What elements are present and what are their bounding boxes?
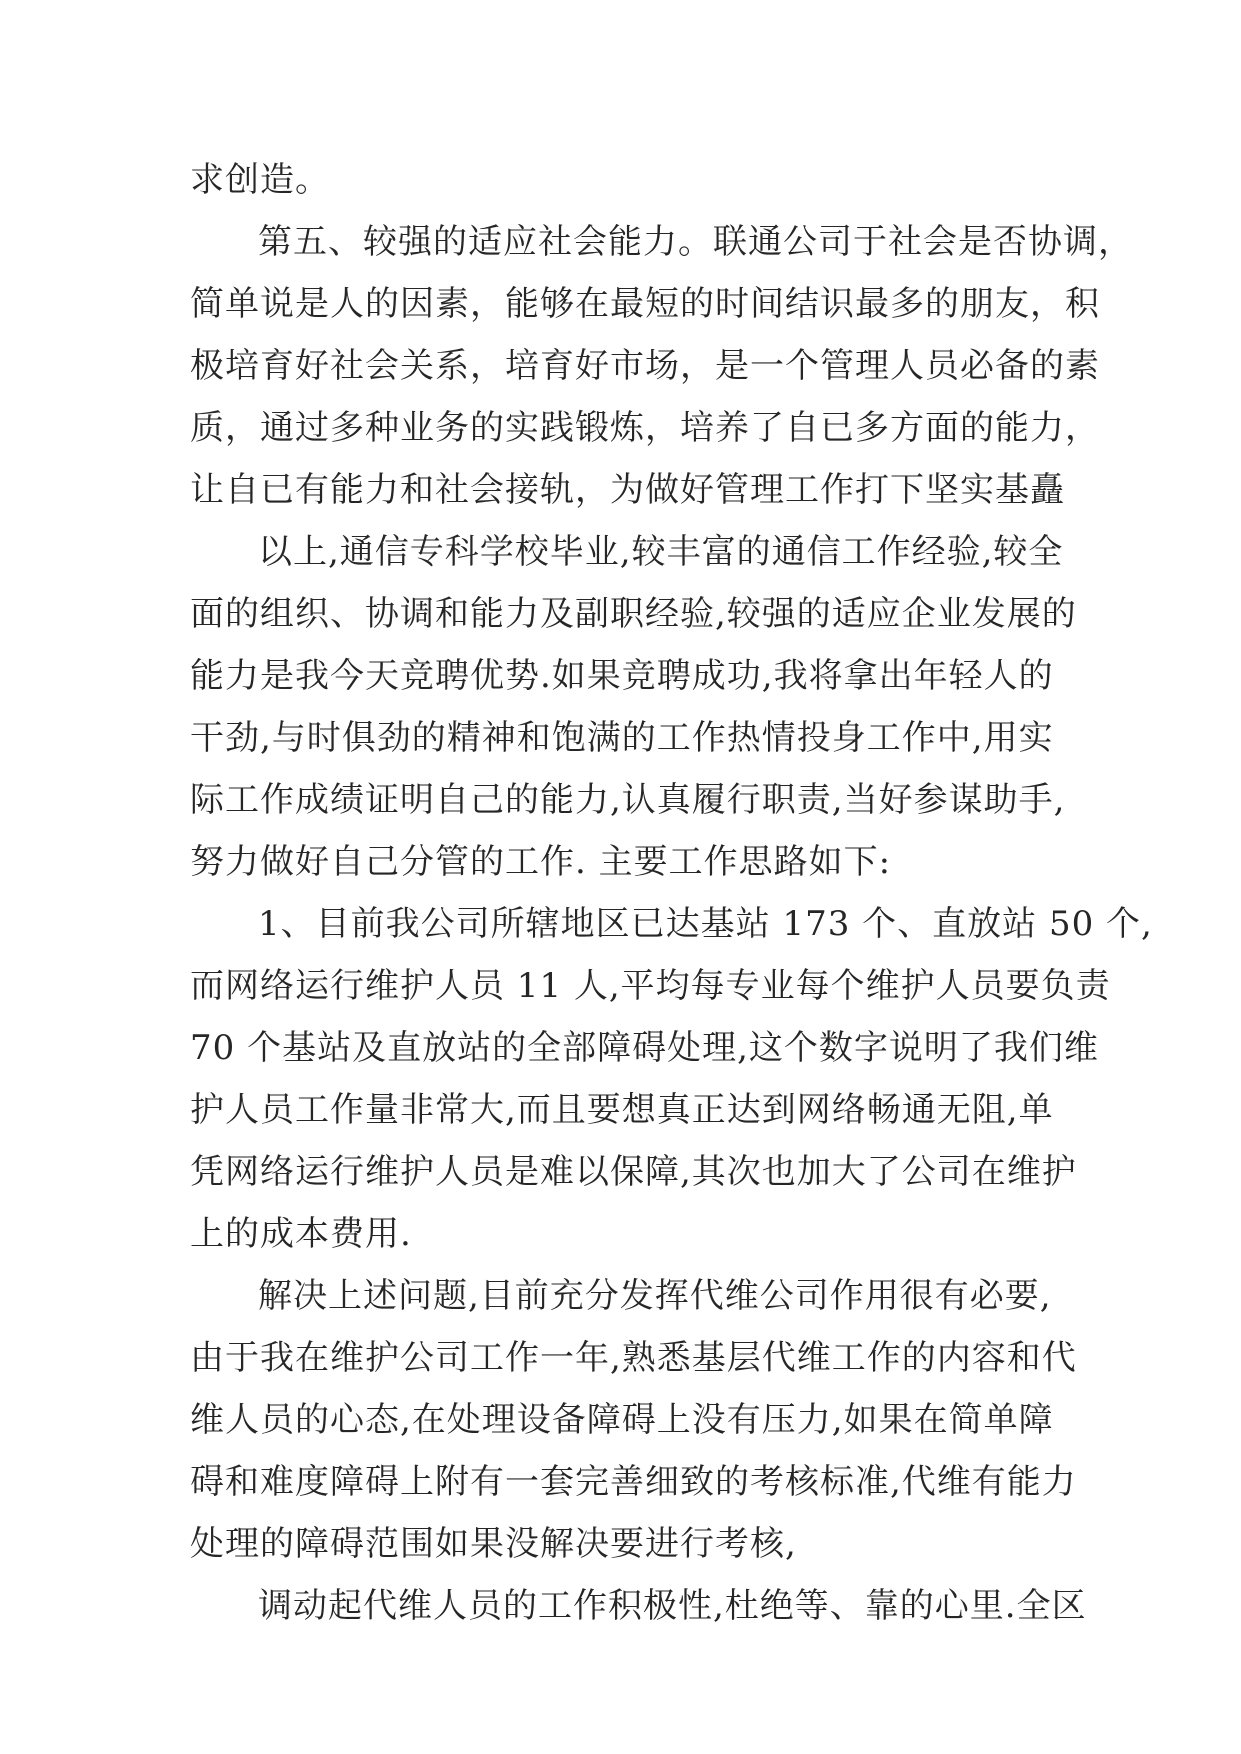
text-line: 处理的障碍范围如果没解决要进行考核, (190, 1524, 797, 1564)
paragraph-start-line: 以上,通信专科学校毕业,较丰富的通信工作经验,较全 (258, 532, 1064, 572)
text-line: 求创造。 (190, 160, 330, 200)
text-line: 让自已有能力和社会接轨，为做好管理工作打下坚实基矗 (190, 470, 1065, 510)
paragraph-start-line: 解决上述问题,目前充分发挥代维公司作用很有必要, (258, 1276, 1052, 1316)
text-line: 上的成本费用. (190, 1214, 412, 1254)
text-line: 极培育好社会关系，培育好市场，是一个管理人员必备的素 (190, 346, 1100, 386)
text-line: 际工作成绩证明自己的能力,认真履行职责,当好参谋助手, (190, 780, 1066, 820)
text-line: 维人员的心态,在处理设备障碍上没有压力,如果在简单障 (190, 1400, 1054, 1440)
text-line: 能力是我今天竞聘优势.如果竞聘成功,我将拿出年轻人的 (190, 656, 1054, 696)
paragraph-start-line: 第五、较强的适应社会能力。联通公司于社会是否协调， (258, 222, 1133, 262)
text-line: 而网络运行维护人员 11 人,平均每专业每个维护人员要负责 (190, 966, 1111, 1006)
text-line: 由于我在维护公司工作一年,熟悉基层代维工作的内容和代 (190, 1338, 1077, 1378)
text-line: 干劲,与时俱劲的精神和饱满的工作热情投身工作中,用实 (190, 718, 1054, 758)
text-line: 碍和难度障碍上附有一套完善细致的考核标准,代维有能力 (190, 1462, 1077, 1502)
text-line: 面的组织、协调和能力及副职经验,较强的适应企业发展的 (190, 594, 1077, 634)
text-line: 简单说是人的因素，能够在最短的时间结识最多的朋友，积 (190, 284, 1100, 324)
text-line: 努力做好自己分管的工作. 主要工作思路如下: (190, 842, 892, 882)
text-line: 质，通过多种业务的实践锻炼，培养了自已多方面的能力， (190, 408, 1100, 448)
paragraph-start-line: 1、目前我公司所辖地区已达基站 173 个、直放站 50 个, (258, 904, 1153, 944)
text-line: 护人员工作量非常大,而且要想真正达到网络畅通无阻,单 (190, 1090, 1054, 1130)
paragraph-start-line: 调动起代维人员的工作积极性,杜绝等、靠的心里.全区 (258, 1586, 1087, 1626)
text-line: 70 个基站及直放站的全部障碍处理,这个数字说明了我们维 (190, 1028, 1099, 1068)
text-line: 凭网络运行维护人员是难以保障,其次也加大了公司在维护 (190, 1152, 1077, 1192)
